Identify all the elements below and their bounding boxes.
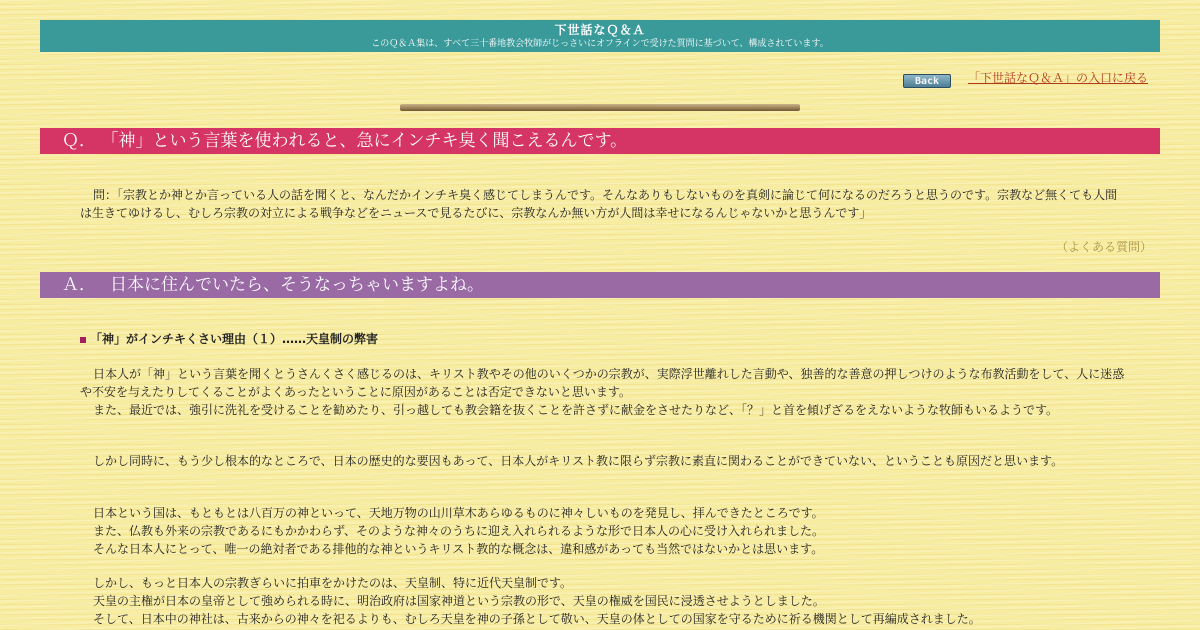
answer-mark-label: Ａ． [62,275,96,295]
section-heading-text: 「神」がインチキくさい理由（１）……天皇制の弊害 [90,332,379,346]
answer-paragraph: そして、日本中の神社は、古来からの神々を祀るよりも、むしろ天皇を神の子孫として敬い、天皇の体としての国家を守るために祈る機関として再編成されました。 [93,612,981,626]
bullet-square-icon [80,337,86,343]
answer-paragraph: 日本人が「神」という言葉を聞くとうさんくさく感じるのは、キリスト教やその他のいくつかの宗教が、実際浮世離れした言動や、独善的な善意の押しつけのような布教活動をして、人に迷惑や不安を与えたりしてくることがよくあったということに原因があることは否定できないと思います。 [80,367,1125,399]
answer-paragraph: そんな日本人にとって、唯一の絶対者である排他的な神というキリスト教的な概念は、違和感があっても当然ではないかとは思います。 [93,542,824,556]
question-source: （よくある質問） [1055,240,1152,254]
answer-paragraph: 日本という国は、もともとは八百万の神といって、天地万物の山川草木あらゆるものに神々しいものを発見し、拝んできたところです。 [93,506,824,520]
answer-title-bar [40,272,1160,298]
answer-paragraph: また、仏教も外来の宗教であるにもかかわらず、そのような神々のうちに迎え入れられるような形で日本人の心に受け入れられました。 [93,524,825,538]
question-title: 「神」という言葉を使われると、急にインチキ臭く聞こえるんです。 [110,131,628,151]
page-subtitle: このＱ＆Ａ集は、すべて三十番地教会牧師がじっさいにオフラインで受けた質問に基づいて、構成されています。 [371,39,829,49]
page-title: 下世話なＱ＆Ａ [554,23,646,37]
decorative-divider [400,104,800,111]
question-title-bar [40,128,1160,154]
question-body: 問：「宗教とか神とか言っている人の話を聞くと、なんだかインチキ臭く感じてしまうんです。そんなありもしないものを真剣に論じて何になるのだろうと思うのです。宗教など無くても人間は生きてゆけるし、むしろ宗教の対立による戦争などをニュースで見るたびに、宗教なんか無い方が人間は幸せになるんじゃないかと思うんです」 [80,188,1118,220]
answer-paragraph: 天皇の主権が日本の皇帝として強められる時に、明治政府は国家神道という宗教の形で、天皇の権威を国民に浸透させようとしました。 [93,594,825,608]
answer-paragraph: また、最近では、強引に洗礼を受けることを勧めたり、引っ越しても教会籍を抜くことを許さずに献金をさせたりなど、「？」と首を傾げざるをえないような牧師もいるようです。 [93,403,1059,417]
back-to-index-link[interactable]: 「下世話なＱ＆Ａ」の入口に戻る [968,71,1149,85]
back-button[interactable]: Back [903,74,951,88]
page-header-banner [40,20,1160,52]
answer-section-heading [80,330,378,347]
answer-paragraph: しかし同時に、もう少し根本的なところで、日本の歴史的な要因もあって、日本人がキリスト教に限らず宗教に素直に関わることができていない、ということも原因だと思います。 [93,454,1064,468]
question-mark-label: Ｑ． [62,131,96,151]
answer-title: 日本に住んでいたら、そうなっちゃいますよね。 [110,275,484,295]
answer-paragraph: しかし、もっと日本人の宗教ぎらいに拍車をかけたのは、天皇制、特に近代天皇制です。 [93,576,573,590]
